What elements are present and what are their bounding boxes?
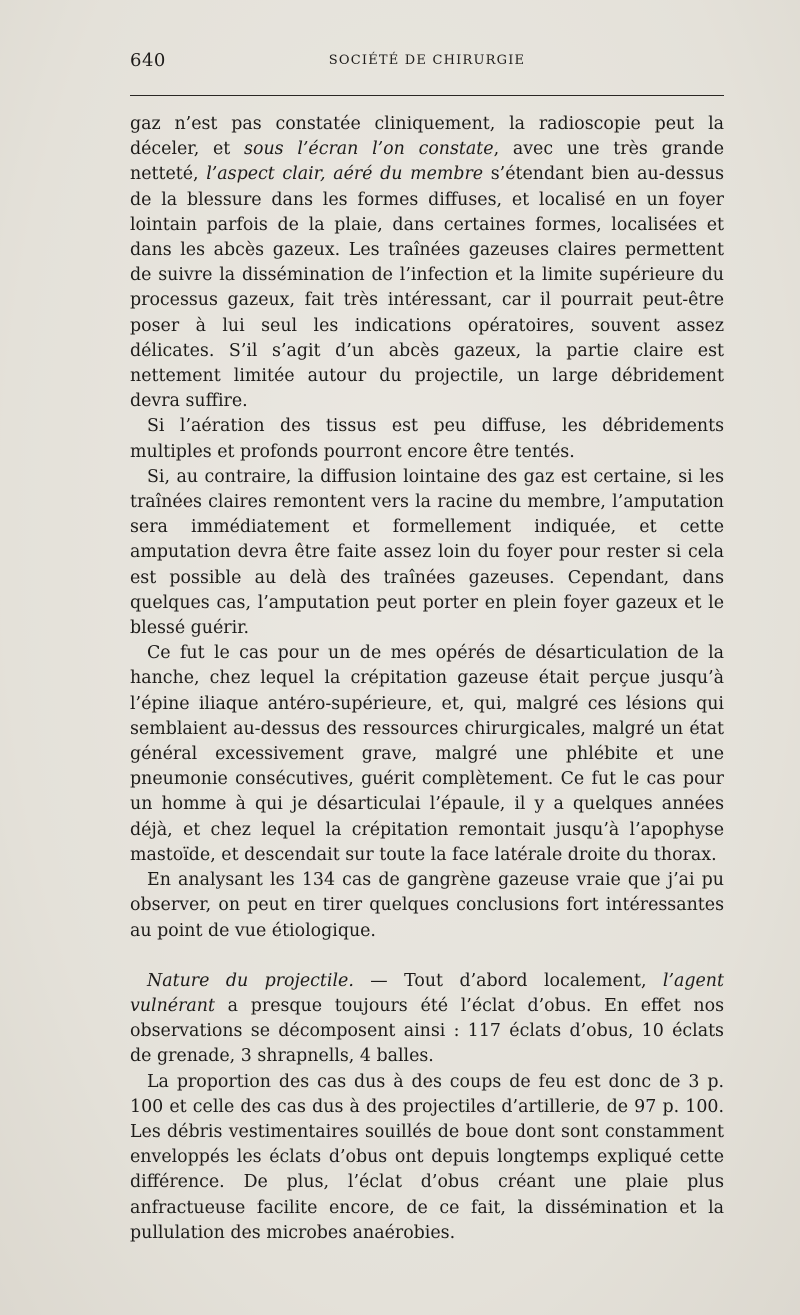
paragraph-italic-text: sous l’écran l’on constate	[244, 139, 494, 160]
paragraph-text: — Tout d’abord localement,	[353, 970, 663, 991]
paragraph	[130, 641, 724, 868]
page-number: 640	[130, 50, 166, 71]
paragraph-text: Si l’aération des tissus est peu diffuse, les débridements multiples et profonds pourront encore être tentés.	[130, 416, 724, 462]
paragraph-text: Ce fut le cas pour un de mes opérés de désarticulation de la hanche, chez lequel la crépitation gazeuse était perçue jusqu’à l’épine iliaque antéro-supérieure, et, qui, malgré ces lésions qui semblaient au-dessus des ressources chirurgicales, malgré un état général excessivement grave, malgré une phlébite et une pneumonie consécutives, guérit complètement. Ce fut le cas pour un homme à qui je désarticulai l’épaule, il y a quelques années déjà, et chez lequel la crépitation remontait jusqu’à l’apophyse mastoïde, et descendait sur toute la face latérale droite du thorax.	[130, 643, 724, 865]
paragraph-text: La proportion des cas dus à des coups de feu est donc de 3 p. 100 et celle des cas dus à des projectiles d’artillerie, de 97 p. 100. Les débris vestimentaires souillés de boue dont sont constamment enveloppés les éclats d’obus ont depuis longtemps expliqué cette différence. De plus, l’éclat d’obus créant une plaie plus anfractueuse facilite encore, de ce fait, la dissémination et la pullulation des microbes anaérobies.	[130, 1071, 724, 1243]
paragraph	[130, 1070, 724, 1246]
section-paragraph	[130, 969, 724, 1070]
paragraph-text: gaz n’est pas constatée cliniquement, la radioscopie peut la déceler, et	[130, 114, 724, 160]
paragraph-text: , avec une très grande netteté,	[130, 139, 725, 185]
paragraph-text: a presque toujours été l’éclat d’obus. En effet nos observations se décomposent ainsi : 117 éclats d’obus, 10 éclats de grenade, 3 shrapnells, 4 balles.	[130, 995, 724, 1067]
paragraph-italic-text: l’aspect clair, aéré du membre	[206, 164, 484, 185]
paragraph-italic-text: l’agent vulnérant	[130, 970, 724, 1016]
paragraph	[130, 112, 724, 414]
paragraph-text: s’étendant bien au-dessus de la blessure dans les formes diffuses, et localisé en un foyer lointain parfois de la plaie, dans certaines formes, localisées et dans les abcès gazeux. Les traînées gazeuses claires permettent de suivre la dissémination de l’infection et la limite supérieure du processus gazeux, fait très intéressant, car il pourrait peut-être poser à lui seul les indications opératoires, souvent assez délicates. S’il s’agit d’un abcès gazeux, la partie claire est nettement limitée autour du projectile, un large débridement devra suffire.	[130, 164, 724, 412]
paragraph	[130, 465, 724, 641]
header-rule	[130, 95, 724, 96]
running-title: SOCIÉTÉ DE CHIRURGIE	[328, 53, 526, 68]
page-header	[130, 50, 724, 76]
body-text	[130, 112, 724, 1246]
section-heading: Nature du projectile.	[147, 970, 354, 991]
paragraph	[130, 414, 724, 464]
paragraph-text: Si, au contraire, la diffusion lointaine des gaz est certaine, si les traînées claires remontent vers la racine du membre, l’amputation sera immédiatement et formellement indiquée, et cette amputation devra être faite assez loin du foyer pour rester si cela est possible au delà des traînées gazeuses. Cependant, dans quelques cas, l’amputation peut porter en plein foyer gazeux et le blessé guérir.	[130, 466, 724, 639]
paragraph	[130, 868, 724, 944]
paragraph-text: En analysant les 134 cas de gangrène gazeuse vraie que j’ai pu observer, on peut en tirer quelques conclusions fort intéressantes au point de vue étiologique.	[130, 870, 724, 941]
